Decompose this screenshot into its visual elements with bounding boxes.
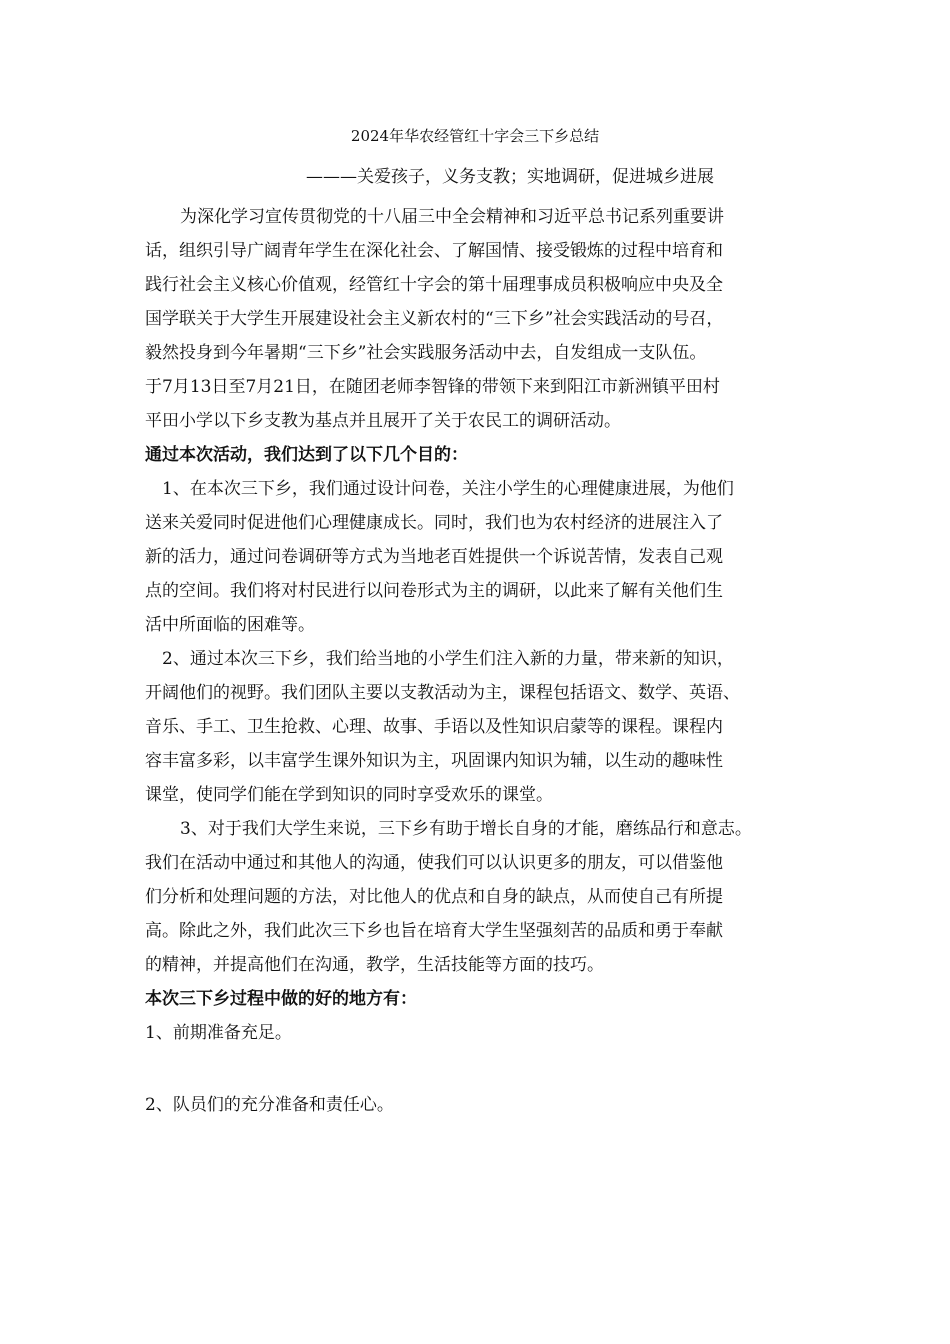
goal1-line: 新的活力，通过问卷调研等方式为当地老百姓提供一个诉说苦情，发表自己观 [145, 547, 723, 567]
goal3-line: 高。除此之外，我们此次三下乡也旨在培育大学生坚强刻苦的品质和勇于奉献 [145, 921, 723, 941]
goal2-line: 开阔他们的视野。我们团队主要以支教活动为主，课程包括语文、数学、英语、 [145, 683, 740, 703]
good-points-heading: 本次三下乡过程中做的好的地方有： [145, 989, 417, 1009]
goal3-line: 我们在活动中通过和其他人的沟通，使我们可以认识更多的朋友，可以借鉴他 [145, 853, 723, 873]
goal1-line: 活中所面临的困难等。 [145, 615, 315, 635]
intro-line: 为深化学习宣传贯彻党的十八届三中全会精神和习近平总书记系列重要讲 [180, 207, 724, 227]
intro-line: 践行社会主义核心价值观，经管红十字会的第十届理事成员积极响应中央及全 [145, 275, 723, 295]
goal3-line: 3、对于我们大学生来说，三下乡有助于增长自身的才能，磨练品行和意志。 [180, 819, 752, 839]
goal1-line: 1、在本次三下乡，我们通过设计问卷，关注小学生的心理健康进展，为他们 [162, 479, 734, 499]
goal2-line: 课堂，使同学们能在学到知识的同时享受欢乐的课堂。 [145, 785, 553, 805]
document-title: 2024年华农经管红十字会三下乡总结 [350, 127, 600, 145]
intro-line: 毅然投身到今年暑期“三下乡”社会实践服务活动中去，自发组成一支队伍。 [145, 343, 707, 363]
document-subtitle: ———关爱孩子，义务支教；实地调研，促进城乡进展 [306, 167, 714, 187]
intro-line: 国学联关于大学生开展建设社会主义新农村的“三下乡”社会实践活动的号召， [145, 309, 724, 329]
goal2-line: 2、通过本次三下乡，我们给当地的小学生们注入新的力量，带来新的知识， [162, 649, 734, 669]
goal3-line: 们分析和处理问题的方法，对比他人的优点和自身的缺点，从而使自己有所提 [145, 887, 723, 907]
goal1-line: 点的空间。我们将对村民进行以问卷形式为主的调研，以此来了解有关他们生 [145, 581, 723, 601]
goal3-line: 的精神，并提高他们在沟通，教学，生活技能等方面的技巧。 [145, 955, 604, 975]
goal2-line: 容丰富多彩，以丰富学生课外知识为主，巩固课内知识为辅，以生动的趣味性 [145, 751, 723, 771]
goal2-line: 音乐、手工、卫生抢救、心理、故事、手语以及性知识启蒙等的课程。课程内 [145, 717, 723, 737]
intro-line: 话，组织引导广阔青年学生在深化社会、了解国情、接受锻炼的过程中培育和 [145, 241, 723, 261]
intro-line: 平田小学以下乡支教为基点并且展开了关于农民工的调研活动。 [145, 411, 621, 431]
good-point-item: 1、前期准备充足。 [145, 1023, 292, 1043]
intro-line: 于7月13日至7月21日，在随团老师李智锋的带领下来到阳江市新洲镇平田村 [145, 377, 720, 397]
goal1-line: 送来关爱同时促进他们心理健康成长。同时，我们也为农村经济的进展注入了 [145, 513, 723, 533]
goals-heading: 通过本次活动，我们达到了以下几个目的： [145, 445, 468, 465]
good-point-item: 2、队员们的充分准备和责任心。 [145, 1095, 394, 1115]
